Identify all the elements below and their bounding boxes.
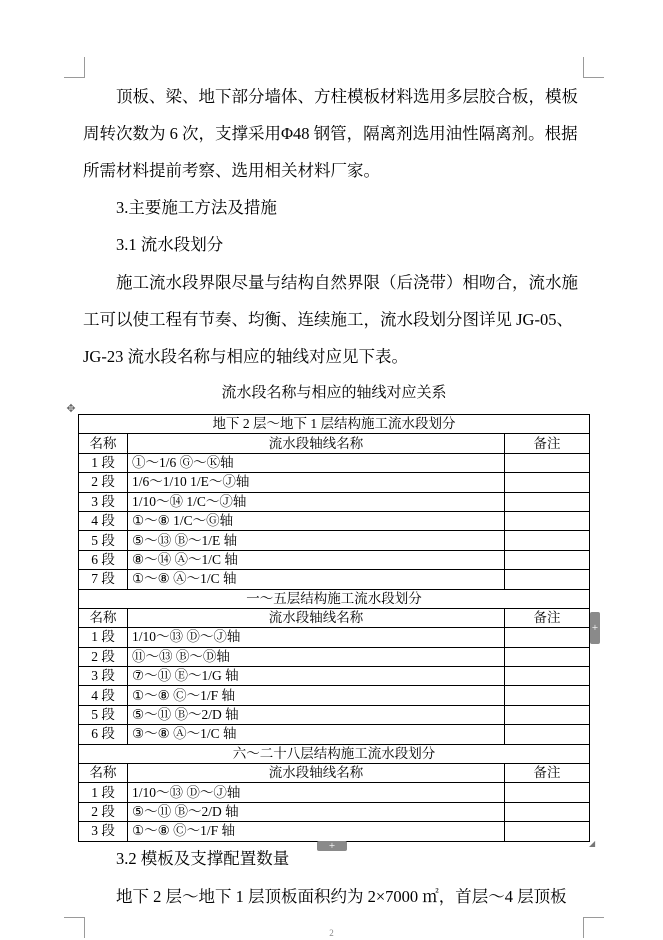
- segment-note: [505, 453, 590, 472]
- header-axis: 流水段轴线名称: [128, 434, 505, 453]
- segment-note: [505, 570, 590, 589]
- table-row: [79, 473, 590, 492]
- segment-note: [505, 783, 590, 802]
- segment-name: 3 段: [79, 492, 128, 511]
- table-row: [79, 531, 590, 550]
- table-header-row: [79, 764, 590, 783]
- paragraph-formwork-area: 地下 2 层～地下 1 层顶板面积约为 2×7000 ㎡，首层～4 层顶板: [116, 887, 567, 906]
- segment-note: [505, 802, 590, 821]
- segment-name: 2 段: [79, 473, 128, 492]
- segment-axis: 1/10～⑬ Ⓓ～Ⓙ轴: [128, 783, 505, 802]
- table-row: [79, 686, 590, 705]
- table-row: [79, 453, 590, 472]
- segment-note: [505, 647, 590, 666]
- segment-axis: 1/6～1/10 1/E～Ⓙ轴: [128, 473, 505, 492]
- segment-axis: ⑤～⑪ Ⓑ～2/D 轴: [128, 802, 505, 821]
- segment-note: [505, 725, 590, 744]
- table-header-row: [79, 434, 590, 453]
- table-section-title-row: [79, 415, 590, 434]
- header-name: 名称: [79, 764, 128, 783]
- segment-name: 1 段: [79, 453, 128, 472]
- header-name: 名称: [79, 608, 128, 627]
- table-row: [79, 705, 590, 724]
- table-caption: 流水段名称与相应的轴线对应关系: [221, 385, 447, 401]
- plus-icon: +: [591, 622, 599, 634]
- header-name: 名称: [79, 434, 128, 453]
- table-row: [79, 725, 590, 744]
- segment-note: [505, 492, 590, 511]
- segment-name: 5 段: [79, 531, 128, 550]
- heading-formwork-quantity: 3.2 模板及支撑配置数量: [116, 849, 290, 868]
- segment-name: 3 段: [79, 822, 128, 841]
- table-row: [79, 511, 590, 530]
- header-axis: 流水段轴线名称: [128, 764, 505, 783]
- crop-mark-top-left: [64, 57, 85, 78]
- segment-note: [505, 531, 590, 550]
- segment-note: [505, 667, 590, 686]
- header-note: 备注: [505, 608, 590, 627]
- section-title: 六～二十八层结构施工流水段划分: [79, 744, 590, 763]
- segment-name: 7 段: [79, 570, 128, 589]
- table-add-column-button[interactable]: [590, 612, 600, 644]
- segment-axis: ⑤～⑬ Ⓑ～1/E 轴: [128, 531, 505, 550]
- table-resize-handle-icon[interactable]: ◢: [589, 839, 596, 848]
- paragraph-line: 顶板、梁、地下部分墙体、方柱模板材料选用多层胶合板，模板: [116, 87, 578, 106]
- table-row: [79, 628, 590, 647]
- table-row: [79, 667, 590, 686]
- segment-axis: 1/10～⑬ Ⓓ～Ⓙ轴: [128, 628, 505, 647]
- segment-name: 2 段: [79, 802, 128, 821]
- crop-mark-top-right: [583, 57, 604, 78]
- segment-name: 2 段: [79, 647, 128, 666]
- flow-section-table: [78, 414, 590, 842]
- segment-axis: ①～1/6 Ⓖ～Ⓚ轴: [128, 453, 505, 472]
- table-section-title-row: [79, 744, 590, 763]
- segment-note: [505, 473, 590, 492]
- segment-name: 1 段: [79, 783, 128, 802]
- segment-name: 6 段: [79, 725, 128, 744]
- segment-note: [505, 705, 590, 724]
- segment-name: 5 段: [79, 705, 128, 724]
- header-axis: 流水段轴线名称: [128, 608, 505, 627]
- table-row: [79, 822, 590, 841]
- segment-name: 4 段: [79, 686, 128, 705]
- segment-note: [505, 822, 590, 841]
- segment-axis: ⑤～⑪ Ⓑ～2/D 轴: [128, 705, 505, 724]
- heading-construction-methods: 3.主要施工方法及措施: [116, 198, 277, 217]
- segment-name: 3 段: [79, 667, 128, 686]
- segment-name: 1 段: [79, 628, 128, 647]
- segment-name: 4 段: [79, 511, 128, 530]
- table-row: [79, 783, 590, 802]
- table-row: [79, 550, 590, 569]
- table-header-row: [79, 608, 590, 627]
- table-row: [79, 492, 590, 511]
- table-move-handle-icon[interactable]: ✥: [66, 403, 76, 415]
- paragraph-line: 周转次数为 6 次，支撑采用Φ48 钢管，隔离剂选用油性隔离剂。根据: [83, 124, 578, 143]
- page-number: 2: [329, 928, 334, 938]
- segment-note: [505, 511, 590, 530]
- segment-axis: ①～⑧ Ⓐ～1/C 轴: [128, 570, 505, 589]
- segment-axis: ③～⑧ Ⓐ～1/C 轴: [128, 725, 505, 744]
- segment-axis: ⑦～⑪ Ⓔ～1/G 轴: [128, 667, 505, 686]
- paragraph-line: 工可以使工程有节奏、均衡、连续施工，流水段划分图详见 JG-05、: [83, 310, 573, 329]
- segment-note: [505, 550, 590, 569]
- section-title: 地下 2 层～地下 1 层结构施工流水段划分: [79, 415, 590, 434]
- segment-axis: ①～⑧ 1/C～Ⓖ轴: [128, 511, 505, 530]
- heading-flow-section-division: 3.1 流水段划分: [116, 235, 224, 254]
- segment-axis: 1/10～⑭ 1/C～Ⓙ轴: [128, 492, 505, 511]
- segment-axis: ①～⑧ Ⓒ～1/F 轴: [128, 686, 505, 705]
- paragraph-line: 施工流水段界限尽量与结构自然界限（后浇带）相吻合，流水施: [116, 273, 578, 292]
- table-row: [79, 802, 590, 821]
- header-note: 备注: [505, 434, 590, 453]
- paragraph-flow-section: [83, 264, 583, 375]
- segment-axis: ①～⑧ Ⓒ～1/F 轴: [128, 822, 505, 841]
- plus-icon: +: [328, 840, 336, 852]
- segment-note: [505, 628, 590, 647]
- segment-axis: ⑧～⑭ Ⓐ～1/C 轴: [128, 550, 505, 569]
- segment-axis: ⑪～⑬ Ⓑ～Ⓓ轴: [128, 647, 505, 666]
- table-row: [79, 570, 590, 589]
- table-row: [79, 647, 590, 666]
- paragraph-line: JG-23 流水段名称与相应的轴线对应见下表。: [83, 347, 408, 366]
- section-title: 一～五层结构施工流水段划分: [79, 589, 590, 608]
- segment-name: 6 段: [79, 550, 128, 569]
- paragraph-formwork-materials: [83, 78, 583, 189]
- header-note: 备注: [505, 764, 590, 783]
- table-section-title-row: [79, 589, 590, 608]
- segment-note: [505, 686, 590, 705]
- paragraph-line: 所需材料提前考察、选用相关材料厂家。: [83, 161, 380, 180]
